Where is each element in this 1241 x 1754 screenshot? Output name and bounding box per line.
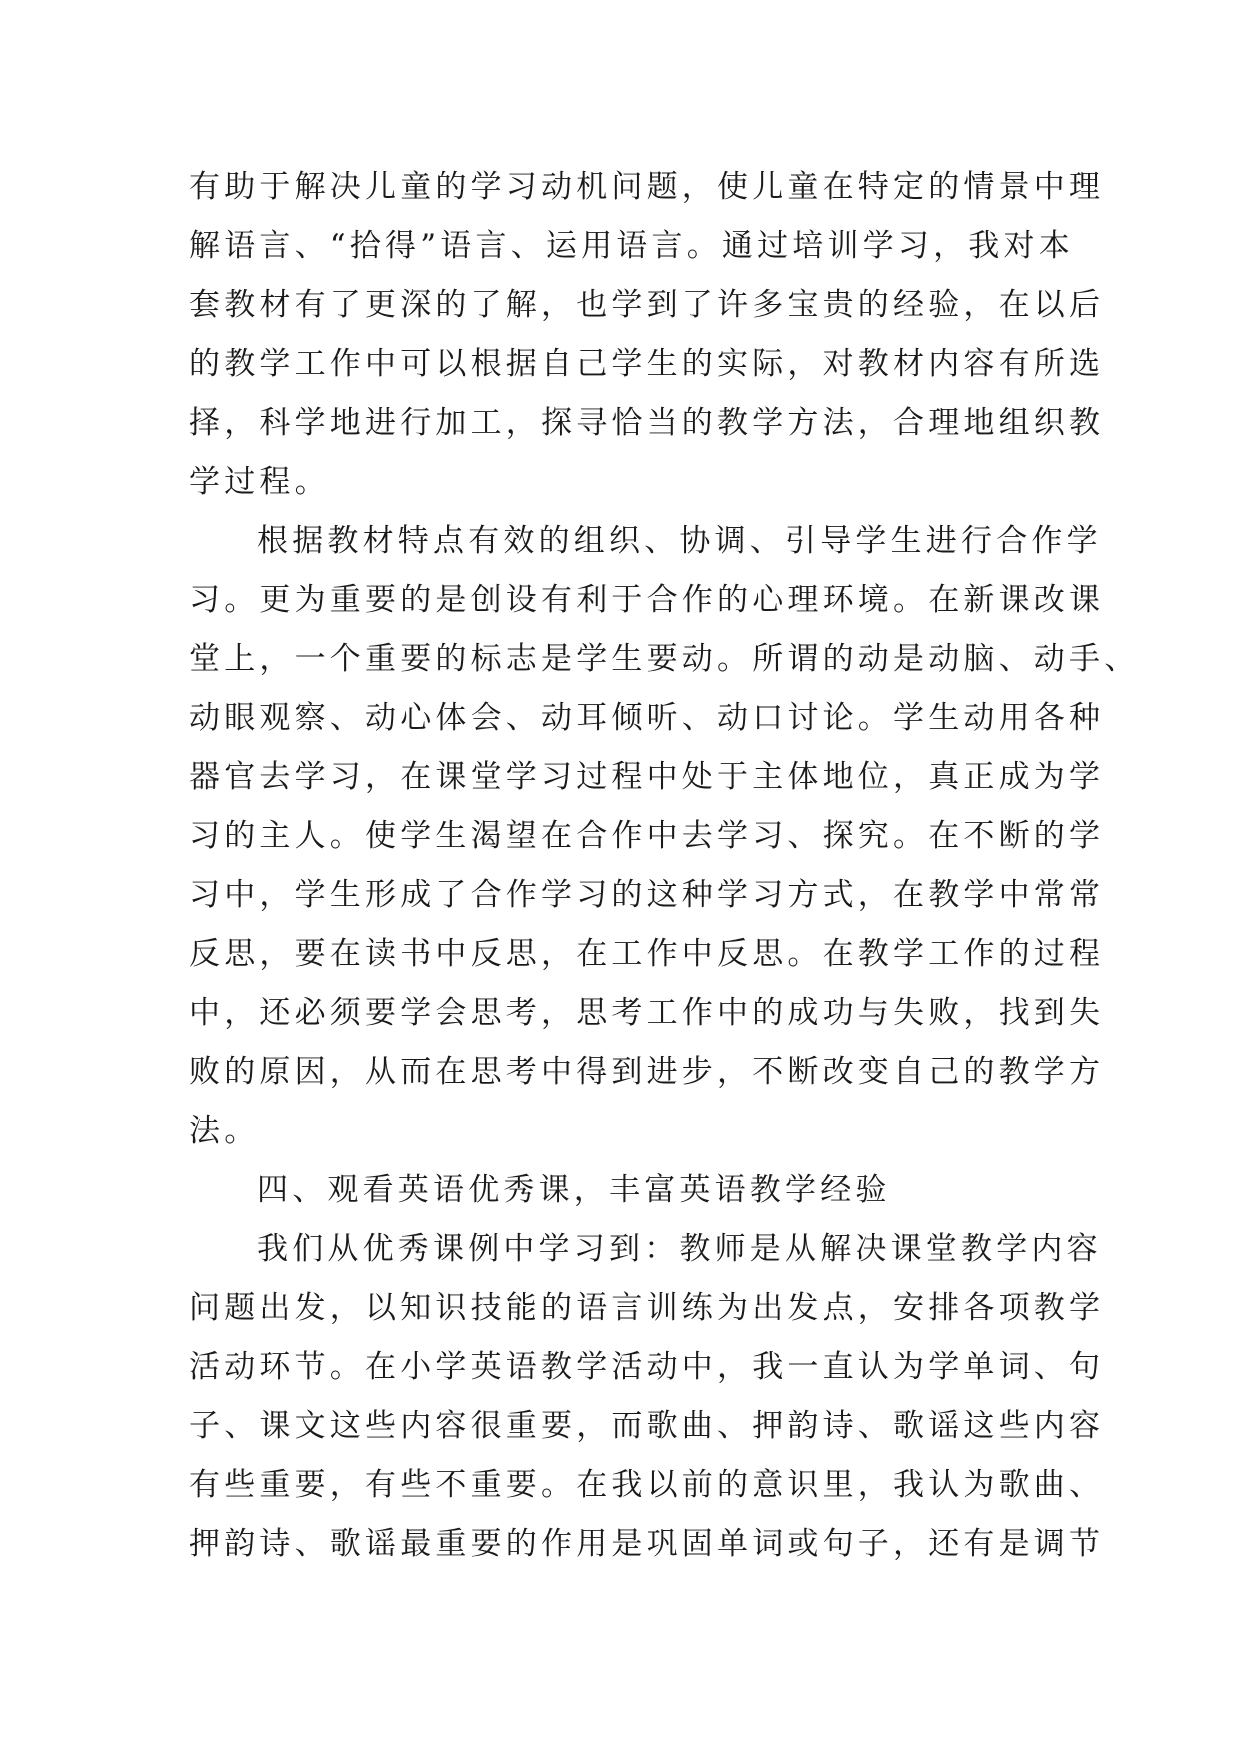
text-line: 有助于解决儿童的学习动机问题，使儿童在特定的情景中理 [189, 169, 1105, 205]
text-line: 学过程。 [189, 464, 330, 500]
text-line: 反思，要在读书中反思，在工作中反思。在教学工作的过程 [189, 936, 1105, 972]
text-line: 的教学工作中可以根据自己学生的实际，对教材内容有所选 [189, 346, 1105, 382]
text-line: 习中，学生形成了合作学习的这种学习方式，在教学中常常 [189, 877, 1105, 913]
text-line: 器官去学习，在课堂学习过程中处于主体地位，真正成为学 [189, 759, 1105, 795]
text-line: 习的主人。使学生渴望在合作中去学习、探究。在不断的学 [189, 818, 1105, 854]
text-line: 押韵诗、歌谣最重要的作用是巩固单词或句子，还有是调节 [189, 1526, 1105, 1562]
text-line: 中，还必须要学会思考，思考工作中的成功与失败，找到失 [189, 995, 1105, 1031]
text-line: 四、观看英语优秀课，丰富英语教学经验 [257, 1172, 891, 1208]
text-line: 根据教材特点有效的组织、协调、引导学生进行合作学 [257, 523, 1102, 559]
text-line: 套教材有了更深的了解，也学到了许多宝贵的经验，在以后 [189, 287, 1105, 323]
text-line: 解语言、“拾得”语言、运用语言。通过培训学习，我对本 [189, 228, 1074, 264]
text-line: 败的原因，从而在思考中得到进步，不断改变自己的教学方 [189, 1054, 1105, 1090]
text-line: 动眼观察、动心体会、动耳倾听、动口讨论。学生动用各种 [189, 700, 1105, 736]
text-line: 择，科学地进行加工，探寻恰当的教学方法，合理地组织教 [189, 405, 1105, 441]
text-line: 活动环节。在小学英语教学活动中，我一直认为学单词、句 [189, 1349, 1105, 1385]
text-line: 子、课文这些内容很重要，而歌曲、押韵诗、歌谣这些内容 [189, 1408, 1105, 1444]
text-line: 有些重要，有些不重要。在我以前的意识里，我认为歌曲、 [189, 1467, 1105, 1503]
text-line: 问题出发，以知识技能的语言训练为出发点，安排各项教学 [189, 1290, 1105, 1326]
document-body [189, 158, 1140, 1574]
text-line: 习。更为重要的是创设有利于合作的心理环境。在新课改课 [189, 582, 1105, 618]
text-line: 法。 [189, 1113, 260, 1149]
text-line: 我们从优秀课例中学习到：教师是从解决课堂教学内容 [257, 1231, 1102, 1267]
text-line: 堂上，一个重要的标志是学生要动。所谓的动是动脑、动手、 [189, 641, 1140, 677]
